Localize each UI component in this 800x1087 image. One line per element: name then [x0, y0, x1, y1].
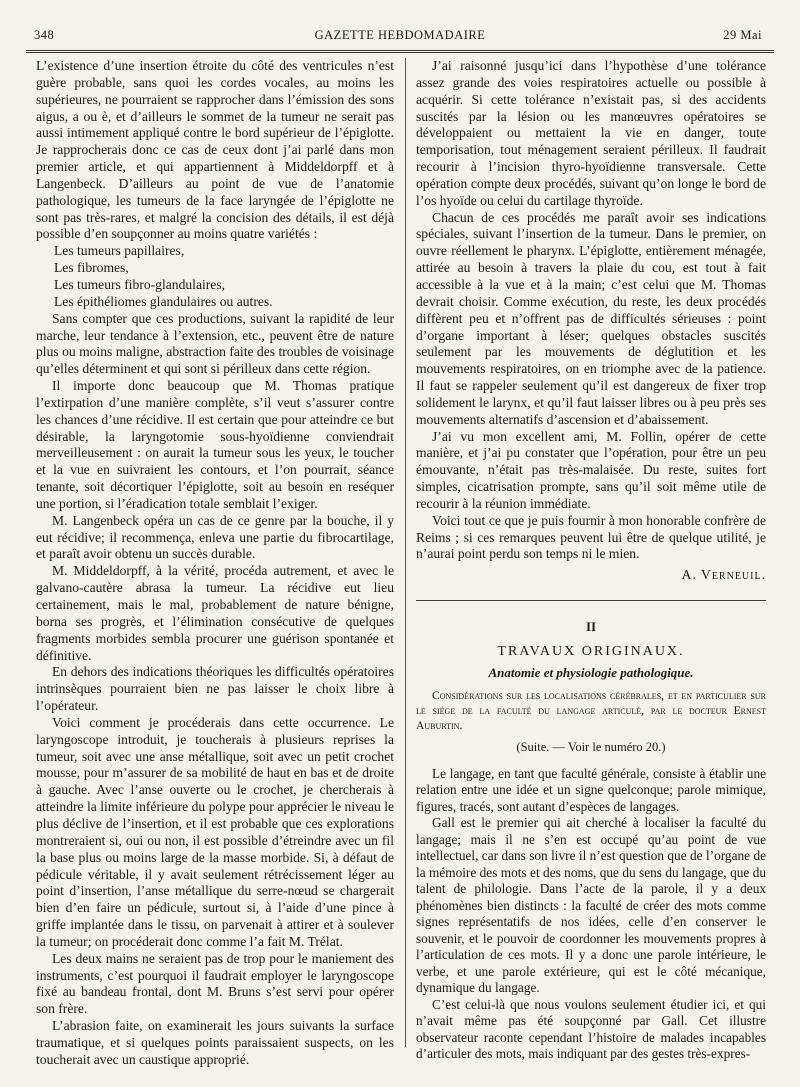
tumor-variety-list: [36, 243, 394, 310]
paragraph: L’existence d’une insertion étroite du côté des ventricules n’est guère probable, sans quoi les cordes vocales, au moins les supérieures, ne pourraient se rapprocher dans l’émission des sons aigus, a ou è, et d’ailleurs le sommet de la tumeur ne serait pas aussi intimement appliqué contre le bord supérieur de l’épiglotte. Je rapprocherais donc ce cas de ceux dont j’ai parlé dans mon premier article, et qui appartiennent à Middeldorpff et à Langenbeck. D’ailleurs au point de vue de l’anatomie pathologique, les tumeurs de la face laryngée de l’épiglotte ne sont pas très-rares, et malgré la concision des détails, il est déjà possible d’en soupçonner au moins quatre variétés :: [36, 58, 394, 242]
article-title: Considérations sur les localisations cérébrales, et en particulier sur le siége de la faculté du langage articulé, par le docteur Ernest Auburtin.: [416, 688, 766, 732]
column-divider: [405, 58, 406, 1047]
paragraph: Les deux mains ne seraient pas de trop pour le maniement des instruments, c’est pourquoi il faudrait employer le laryngoscope fixé au bandeau frontal, dont M. Bruns s’est servi pour opérer son frère.: [36, 950, 394, 1017]
paragraph: M. Langenbeck opéra un cas de ce genre par la bouche, il y eut récidive; il recommença, enleva une partie du fibrocartilage, et paraît avoir obtenu un succès durable.: [36, 512, 394, 562]
paragraph: Chacun de ces procédés me paraît avoir ses indications spéciales, suivant l’insertion de la tumeur. Dans le premier, on ouvre réellement le pharynx. L’épiglotte, entièrement ménagée, attirée au besoin à travers la plaie du cou, est tout à fait accessible à la vue et à la main; c’est celui que M. Thomas devrait choisir. Comme exécution, du reste, les deux procédés diffèrent peu et n’offrent pas de difficultés sérieuses : point d’organe important à léser; quelques obstacles suscités seulement par les mouvements de déglutition et les mouvements respiratoires, on en triomphe avec de la patience. Il faut se rappeler seulement qu’il est dangereux de fixer trop solidement le larynx, et qu’il faut laisser libres ou à peu près ses mouvements alternatifs d’ascension et d’abaissement.: [416, 209, 766, 427]
paragraph: L’abrasion faite, on examinerait les jours suivants la surface traumatique, et si quelques points paraissaient suspects, on les toucherait avec un caustique approprié.: [36, 1018, 394, 1067]
paragraph: J’ai raisonné jusqu’ici dans l’hypothèse d’une tolérance assez grande des voies respiratoires actuelle ou possible à acquérir. Si cette tolérance n’existait pas, si des accidents suscités par la lésion ou les manœuvres opératoires se développaient ou mettaient la vie en danger, toute temporisation, tout ménagement seraient périlleux. Il faudrait recourir à l’incision thyro-hyoïdienne transversale. Cette opération compte deux procédés, suivant qu’on longe le bord de l’os hyoïde ou celui du cartilage thyroïde.: [416, 58, 766, 208]
journal-title: GAZETTE HEBDOMADAIRE: [314, 28, 486, 42]
header-rule: [26, 50, 774, 53]
issue-date: 29 Mai: [723, 28, 762, 42]
paragraph: C’est celui-là que nous voulons seulement étudier ici, et qui n’avait même pas été soupçonné par Gall. Cet illustre observateur raconte cependant l’histoire de malades incapables d’articuler des mots, mais indiquant par des gestes très-expres-: [416, 996, 766, 1062]
section-title: TRAVAUX ORIGINAUX.: [497, 644, 685, 659]
paragraph: Le langage, en tant que faculté générale, consiste à établir une relation entre une idée et un signe quelconque; parole mimique, figures, tracés, sont autant d’espèces de langages.: [416, 765, 766, 814]
list-item: Les fibromes,: [54, 260, 129, 276]
paragraph: Voici comment je procéderais dans cette occurrence. Le laryngoscope introduit, je toucherais à plusieurs reprises la tumeur, soit avec une anse métallique, soit avec un petit crochet mousse, pour m’assurer de sa mobilité de haut en bas et de droite à gauche. Avec l’anse ouverte ou le crochet, je chercherais à atteindre la limite inférieure du polype pour apprécier le niveau le plus déclive de l’insertion, et il est probable que ces explorations montreraient si, oui ou non, il est possible d’étreindre avec un fil la base plus ou moins large de la masse morbide. Si, à défaut de pédicule véritable, il y avait seulement rétrécissement léger au point d’insertion, l’anse métallique du serre-nœud se chargerait bien d’en faire un pédicule, surtout si, à l’aide d’une pince à griffe implantée dans le tissu, on parvenait à attirer et à soulever la tumeur; on procéderait donc comme l’a fait M. Trélat.: [36, 714, 394, 949]
page-header: [20, 28, 780, 48]
paragraph: Sans compter que ces productions, suivant la rapidité de leur marche, leur tendance à l’extension, etc., peuvent être de nature plus ou moins maligne, abstraction faite des troubles de voisinage qu’elles déterminent et qui sont si périlleux dans cette région.: [36, 310, 394, 377]
list-item: Les tumeurs papillaires,: [54, 243, 185, 259]
paragraph: En dehors des indications théoriques les difficultés opératoires intrinsèques pourraient bien ne pas laisser le choix libre à l’opérateur.: [36, 664, 394, 714]
list-item: Les épithéliomes glandulaires ou autres.: [54, 293, 273, 309]
left-column: [36, 58, 394, 1069]
author-signature: A. Verneuil.: [681, 567, 766, 583]
paragraph: Voici tout ce que je puis fournir à mon honorable confrère de Reims ; si ces remarques peuvent lui être de quelque utilité, je n’aurai point perdu son temps ni le mien.: [416, 512, 766, 562]
paragraph: Gall est le premier qui ait cherché à localiser la faculté du langage; mais il ne s’en est occupé qu’au point de vue intellectuel, car dans son livre il n’est question que de l’organe de la mémoire des mots et des noms, que du sens du langage, que du talent de philologie. Dans l’acte de la parole, il y a deux phénomènes bien distincts : la faculté de créer des mots comme signes représentatifs de nos idées, celle d’en conserver le souvenir, et le pouvoir de coordonner les mouvements propres à l’articulation de ces mots. Il y a donc une parole intérieure, le verbe, et une parole extérieure, qui est le côté mécanique, dynamique du langage.: [416, 815, 766, 996]
article-continuation-note: (Suite. — Voir le numéro 20.): [516, 739, 666, 754]
section-subtitle: Anatomie et physiologie pathologique.: [488, 664, 694, 680]
paragraph: J’ai vu mon excellent ami, M. Follin, opérer de cette manière, et j’ai pu constater que l’opération, pour être un peu émouvante, n’était pas très-malaisée. Du reste, suites fort simples, cicatrisation prompte, sans qu’il soit même utile de recourir à la réunion immédiate.: [416, 428, 766, 511]
page-number: 348: [34, 28, 55, 42]
paragraph: M. Middeldorpff, à la vérité, procéda autrement, et avec le galvano-cautère abrasa la tumeur. La récidive eut lieu certainement, mais le mal, probablement de nature bénigne, borna ses progrès, et l’élimination consécutive de quelques fragments morbides sembla procurer une guérison spontanée et définitive.: [36, 563, 394, 663]
section-separator: [416, 600, 766, 601]
section-number: II: [585, 619, 597, 635]
paragraph: Il importe donc beaucoup que M. Thomas pratique l’extirpation d’une manière complète, s’il veut s’assurer contre les chances d’une récidive. Il est certain que pour atteindre ce but désirable, la laryngotomie sous-hyoïdienne conviendrait merveilleusement : on aurait la tumeur sous les yeux, le toucher et la vue en suivraient les contours, et l’on pourrait, séance tenante, soit décortiquer l’épiglotte, soit au besoin en reséquer une portion, si l’éradication totale semblait l’exiger.: [36, 378, 394, 511]
right-column: [416, 58, 766, 1063]
list-item: Les tumeurs fibro-glandulaires,: [54, 276, 226, 292]
